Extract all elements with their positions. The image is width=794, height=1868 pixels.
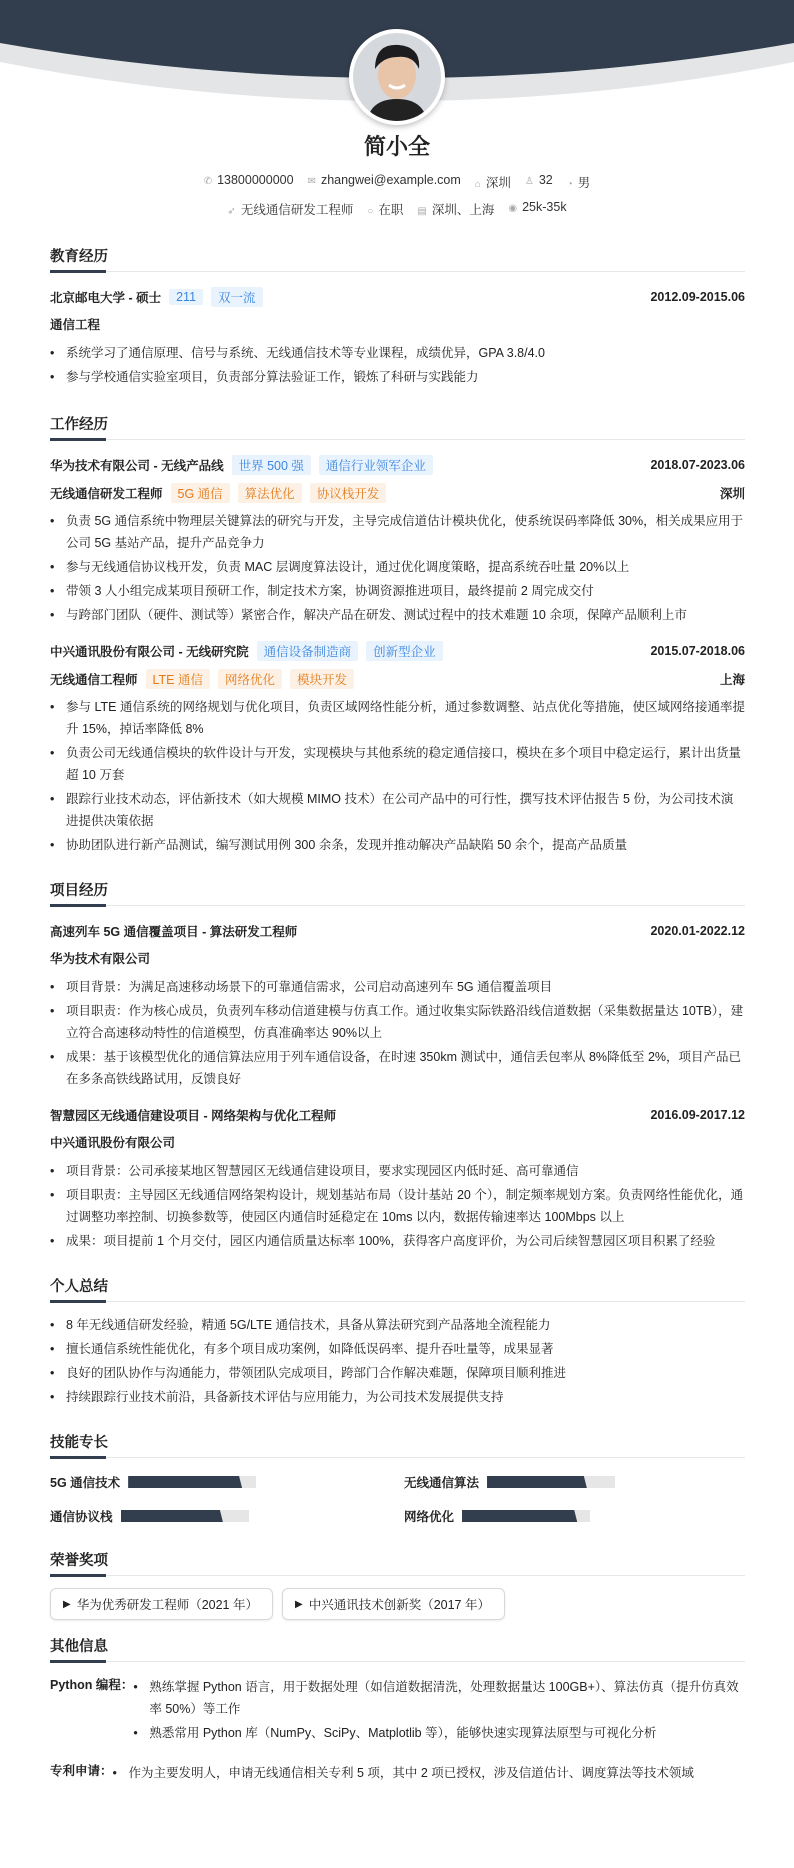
list-item: • 持续跟踪行业技术前沿，具备新技术评估与应用能力，为公司技术发展提供支持 xyxy=(50,1386,745,1408)
header-banner xyxy=(0,0,794,217)
list-item: • 参与 LTE 通信系统的网络规划与优化项目，负责区域网络性能分析，通过参数调整、站点优化等措施，使区域网络接通率提升 15%，掉话率降低 8% xyxy=(50,696,745,740)
tag: 5G 通信 xyxy=(171,483,230,503)
section-title: 荣誉奖项 xyxy=(50,1553,108,1569)
list-item: • 成果：项目提前 1 个月交付，园区内通信质量达标率 100%，获得客户高度评价，为公司后续智慧园区项目积累了经验 xyxy=(50,1230,745,1252)
tag: 通信行业领军企业 xyxy=(319,455,433,475)
list-item: • 良好的团队协作与沟通能力，带领团队完成项目，跨部门合作解决难题，保障项目顺利推进 xyxy=(50,1362,745,1384)
list-item: • 参与无线通信协议栈开发，负责 MAC 层调度算法设计，通过优化调度策略，提高系统吞吐量 20%以上 xyxy=(50,556,745,578)
project-row xyxy=(50,918,745,944)
candidate-name: 简小全 xyxy=(363,134,430,159)
tag: 211 xyxy=(169,289,203,305)
list-item: • 项目职责：主导园区无线通信网络架构设计，规划基站布局（设计基站 20 个），制定频率规划方案。负责网络性能优化，通过调整功率控制、切换参数等，使园区内通信时延稳定在 10ms 以内，数据传输速率达 100Mbps 以上 xyxy=(50,1184,745,1228)
tag: 算法优化 xyxy=(238,483,302,503)
skill-name: 网络优化 xyxy=(404,1510,455,1524)
list-item: • 负责 5G 通信系统中物理层关键算法的研究与开发，主导完成信道估计模块优化，使系统误码率降低 30%，相关成果应用于公司 5G 基站产品，提升产品竞争力 xyxy=(50,510,745,554)
other-item xyxy=(50,1760,745,1786)
list-item: • 项目职责：作为核心成员，负责列车移动信道建模与仿真工作。通过收集实际铁路沿线信道数据（采集数据量达 10TB），建立符合高速移动特性的信道模型，仿真准确率达 90%以上 xyxy=(50,1000,745,1044)
email-text: zhangwei@example.com xyxy=(320,173,461,187)
job-entry xyxy=(50,638,745,856)
list-item: • 协助团队进行新产品测试，编写测试用例 300 余条，发现并推动解决产品缺陷 50 余个，提高产品质量 xyxy=(50,834,745,856)
list-item: • 熟悉常用 Python 库（NumPy、SciPy、Matplotlib 等），能够快速实现算法原型与可视化分析 xyxy=(133,1722,745,1744)
contact-row xyxy=(0,173,794,191)
job-bullets xyxy=(50,696,745,856)
skill-bar-fill xyxy=(462,1510,577,1522)
other-bullets xyxy=(133,1674,745,1746)
project-bullets xyxy=(50,976,745,1090)
section-title: 技能专长 xyxy=(50,1435,108,1451)
project-row xyxy=(50,1102,745,1128)
company-row xyxy=(50,452,745,478)
position-text: 无线通信研发工程师 xyxy=(240,203,354,217)
role: 无线通信工程师 xyxy=(50,673,138,687)
title-underline xyxy=(50,1660,106,1663)
list-item: • 8 年无线通信研发经验，精通 5G/LTE 通信技术，具备从算法研究到产品落地全流程能力 xyxy=(50,1314,745,1336)
other-bullets xyxy=(113,1760,745,1786)
summary-bullets xyxy=(50,1314,745,1408)
company-row xyxy=(50,638,745,664)
education-bullets xyxy=(50,342,745,388)
avatar xyxy=(349,29,445,125)
list-item: • 项目背景：为满足高速移动场景下的可靠通信需求，公司启动高速列车 5G 通信覆盖项目 xyxy=(50,976,745,998)
intent-cities xyxy=(417,200,494,218)
send-icon: ➶ xyxy=(227,206,236,217)
list-item: • 成果：基于该模型优化的通信算法应用于列车通信设备，在时速 350km 测试中，通信丢包率从 8%降低至 2%，项目产品已在多条高铁线路试用，反馈良好 xyxy=(50,1046,745,1090)
section-education xyxy=(50,248,745,272)
list-item: • 系统学习了通信原理、信号与系统、无线通信技术等专业课程，成绩优异，GPA 3.8/4.0 xyxy=(50,342,745,364)
skill-item xyxy=(404,1504,745,1528)
title-underline xyxy=(50,1300,106,1303)
phone-text: 13800000000 xyxy=(217,173,294,187)
section-summary xyxy=(50,1278,745,1302)
list-item: • 参与学校通信实验室项目，负责部分算法验证工作，锻炼了科研与实践能力 xyxy=(50,366,745,388)
skill-bar-fill xyxy=(121,1510,223,1522)
title-underline xyxy=(50,270,106,273)
other-key: 专利申请： xyxy=(50,1764,113,1778)
skills-grid xyxy=(50,1470,745,1528)
other-item xyxy=(50,1674,745,1746)
skill-item xyxy=(50,1504,404,1528)
section-title: 工作经历 xyxy=(50,417,108,433)
project-entry xyxy=(50,1102,745,1252)
job-bullets xyxy=(50,510,745,626)
date: 2012.09-2015.06 xyxy=(650,290,745,304)
salary-icon: ◉ xyxy=(508,203,518,214)
project-name: 智慧园区无线通信建设项目 - 网络架构与优化工程师 xyxy=(50,1109,337,1123)
list-item: • 作为主要发明人，申请无线通信相关专利 5 项，其中 2 项已授权，涉及信道估计、调度算法等技术领域 xyxy=(113,1762,745,1784)
intent-salary xyxy=(508,200,566,218)
title-underline xyxy=(50,904,106,907)
city: 深圳 xyxy=(719,487,745,501)
project-company: 华为技术有限公司 xyxy=(50,952,151,966)
role-row xyxy=(50,478,745,508)
tag: 模块开发 xyxy=(290,669,354,689)
tag: 创新型企业 xyxy=(366,641,443,661)
title-underline xyxy=(50,1456,106,1459)
resume-body xyxy=(50,248,745,1796)
tag: 网络优化 xyxy=(218,669,282,689)
gender-icon: ◔ xyxy=(566,179,573,190)
skill-name: 5G 通信技术 xyxy=(50,1476,121,1490)
list-item: • 熟练掌握 Python 语言，用于数据处理（如信道数据清洗，处理数据量达 100GB+）、算法仿真（提升仿真效率 50%）等工作 xyxy=(133,1676,745,1720)
intent-status xyxy=(367,200,403,218)
awards-list xyxy=(50,1588,745,1620)
city: 上海 xyxy=(719,673,745,687)
section-title: 个人总结 xyxy=(50,1279,108,1295)
home-icon: ⌂ xyxy=(474,179,481,190)
company: 华为技术有限公司 - 无线产品线 xyxy=(50,459,224,473)
list-item: • 跟踪行业技术动态，评估新技术（如大规模 MIMO 技术）在公司产品中的可行性，撰写技术评估报告 5 份，为公司技术演进提供决策依据 xyxy=(50,788,745,832)
list-item: • 擅长通信系统性能优化，有多个项目成功案例，如降低误码率、提升吞吐量等，成果显著 xyxy=(50,1338,745,1360)
title-underline xyxy=(50,438,106,441)
job-intent-row xyxy=(0,200,794,218)
project-entry xyxy=(50,918,745,1090)
section-other xyxy=(50,1638,745,1662)
date: 2020.01-2022.12 xyxy=(650,924,745,938)
school: 北京邮电大学 - 硕士 xyxy=(50,291,162,305)
award-item xyxy=(282,1588,505,1620)
section-awards xyxy=(50,1552,745,1576)
date: 2016.09-2017.12 xyxy=(650,1108,745,1122)
triangle-icon: ▶ xyxy=(63,1598,71,1610)
company: 中兴通讯股份有限公司 - 无线研究院 xyxy=(50,645,249,659)
status-text: 在职 xyxy=(378,203,404,217)
project-company: 中兴通讯股份有限公司 xyxy=(50,1136,176,1150)
contact-email xyxy=(308,173,461,191)
list-item: • 负责公司无线通信模块的软件设计与开发，实现模块与其他系统的稳定通信接口，模块在多个项目中稳定运行，累计出货量超 10 万套 xyxy=(50,742,745,786)
job-entry xyxy=(50,452,745,626)
contact-city xyxy=(475,173,511,191)
age-text: 32 xyxy=(538,173,553,187)
status-icon: ○ xyxy=(367,206,374,217)
tag: 通信设备制造商 xyxy=(257,641,359,661)
skill-bar xyxy=(487,1476,615,1488)
triangle-icon: ▶ xyxy=(294,1598,303,1610)
city-text: 深圳 xyxy=(485,176,511,190)
award-item xyxy=(50,1588,273,1620)
section-skills xyxy=(50,1434,745,1458)
project-name: 高速列车 5G 通信覆盖项目 - 算法研发工程师 xyxy=(50,925,298,939)
cities-text: 深圳、上海 xyxy=(431,203,495,217)
project-bullets xyxy=(50,1160,745,1252)
contact-gender xyxy=(567,173,591,191)
section-title: 教育经历 xyxy=(50,249,108,265)
intent-position xyxy=(227,200,353,218)
award-text: 华为优秀研发工程师（2021 年） xyxy=(76,1598,258,1612)
education-row xyxy=(50,284,745,310)
skill-item xyxy=(50,1470,404,1494)
tag: 协议栈开发 xyxy=(310,483,387,503)
section-projects xyxy=(50,882,745,906)
building-icon: ▤ xyxy=(417,206,427,217)
age-icon: ♙ xyxy=(524,176,534,187)
skill-bar-fill xyxy=(487,1476,587,1488)
tag: 双一流 xyxy=(211,287,263,307)
section-work xyxy=(50,416,745,440)
other-key: Python 编程： xyxy=(50,1678,134,1692)
skill-bar xyxy=(128,1476,256,1488)
title-underline xyxy=(50,1574,106,1577)
role-row xyxy=(50,664,745,694)
skill-bar-fill xyxy=(128,1476,242,1488)
award-text: 中兴通讯技术创新奖（2017 年） xyxy=(308,1598,490,1612)
skill-item xyxy=(404,1470,745,1494)
list-item: • 与跨部门团队（硬件、测试等）紧密合作，解决产品在研发、测试过程中的技术难题 10 余项，保障产品顺利上市 xyxy=(50,604,745,626)
tag: LTE 通信 xyxy=(146,669,210,689)
role: 无线通信研发工程师 xyxy=(50,487,163,501)
section-title: 项目经历 xyxy=(50,883,108,899)
contact-age xyxy=(525,173,553,191)
section-title: 其他信息 xyxy=(50,1639,108,1655)
list-item: • 带领 3 人小组完成某项目预研工作，制定技术方案，协调资源推进项目，最终提前 2 周完成交付 xyxy=(50,580,745,602)
major: 通信工程 xyxy=(50,318,101,332)
gender-text: 男 xyxy=(577,176,591,190)
skill-name: 无线通信算法 xyxy=(404,1476,480,1490)
tag: 世界 500 强 xyxy=(232,455,311,475)
date: 2015.07-2018.06 xyxy=(650,644,745,658)
skill-bar xyxy=(121,1510,249,1522)
date: 2018.07-2023.06 xyxy=(650,458,745,472)
skill-bar xyxy=(462,1510,590,1522)
mail-icon: ✉ xyxy=(307,176,316,187)
contact-phone xyxy=(204,173,294,191)
list-item: • 项目背景：公司承接某地区智慧园区无线通信建设项目，要求实现园区内低时延、高可靠通信 xyxy=(50,1160,745,1182)
skill-name: 通信协议栈 xyxy=(50,1510,113,1524)
salary-text: 25k-35k xyxy=(522,200,567,214)
phone-icon: ✆ xyxy=(203,176,213,187)
